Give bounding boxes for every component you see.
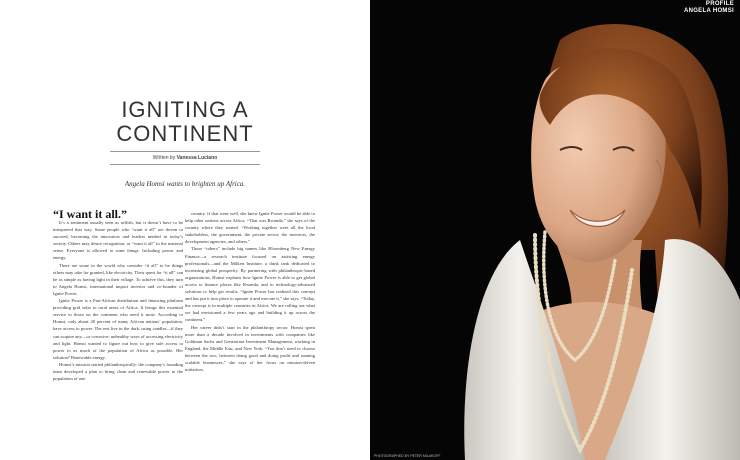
paragraph: country. If that went well, she knew Ignite Power would be able to help other nations across Africa. “That was Rwanda,” she says of the country where they started. “Working together were all the local stakeholders, the government, the private sector, the investors, the development agencies, and others.” <box>185 211 315 245</box>
article-title <box>100 98 270 146</box>
paragraph: Ignite Power is a Pan-African distribution and financing platform providing grid solar to rural areas of Africa. It brings this essential service to those on the continent who need it most. According to Homsi, only about 20 percent of many African nations’ population, have access to power. The rest live in the dark, using candles—if they can acquire any—or corrosive, unhealthy ways of accessing electricity and light. Homsi wanted to figure out how to give safe access to power to as much of the population of Africa as possible. Her solution? Renewable energy. <box>53 298 183 360</box>
body-column-1 <box>53 219 183 382</box>
portrait-photo <box>370 0 740 460</box>
paragraph: Homsi’s mission started philanthropically: the company’s founding team developed a plan to bring clean and renewable power to the population of one <box>53 361 183 382</box>
paragraph: Her career didn’t start in the philanthropy sector. Homsi spent more than a decade involved in investments with companies like Goldman Sachs and Generation Investment Management, working in England, the Middle East, and New York. “You don’t need to choose between the two, between doing good and doing profit and running scalable businesses,” she says of her focus on mission-driven initiatives. <box>185 324 315 373</box>
body-column-2 <box>185 210 315 373</box>
article-dek: Angela Homsi wants to brighten up Africa. <box>124 180 246 188</box>
title-line-1: IGNITING A <box>121 97 249 122</box>
pull-quote: “I want it all.” <box>53 207 128 221</box>
photo-page <box>370 0 740 460</box>
byline <box>100 155 270 161</box>
paragraph: Those “others” include big names like Bloomberg New Energy Finance—a research institute focused on assisting energy professionals—and the Milken Institute, a think tank dedicated to increasing global prosperity. By partnering with philanthropic-based organizations, Homsi explains how Ignite Power is able to get global access to finance places like Rwanda, and to technology-advanced solutions to help get results. “Ignite Power has realized this concept and has put it into place to operate it and execute it,” she says. “Today, the concept is in multiple countries in Africa. We are rolling out what we had envisioned a few years ago and building it up across the continent.” <box>185 246 315 323</box>
section-label-line-2: ANGELA HOMSI <box>683 8 734 14</box>
section-label-line-1: PROFILE <box>705 1 734 7</box>
title-line-2: CONTINENT <box>116 121 254 146</box>
paragraph: It’s a sentiment usually seen as selfish, but it doesn’t have to be interpreted that way. Some people who “want it all” are driven to succeed, becoming the innovators and leaders needed in today’s society. Others may desire recognition, or “want it all” in the material sense. Everyone is allowed to want things. Including power and energy. <box>53 220 183 261</box>
byline-rule-top <box>110 151 260 152</box>
byline-author: Vanessa Luciano <box>176 155 218 161</box>
byline-rule-bottom <box>110 164 260 165</box>
byline-prefix: Written by <box>152 155 176 161</box>
section-label <box>684 1 734 15</box>
photo-credit: PHOTOGRAPHED BY PETER MILAKOFF <box>374 454 441 458</box>
paragraph: There are some in the world who consider “it all” to be things others may take for granted, like electricity. Their quest for “it all” can be as simple as having light in their village. To achieve this, they turn to Angela Homsi, international impact investor and co-founder of Ignite Power. <box>53 262 183 296</box>
